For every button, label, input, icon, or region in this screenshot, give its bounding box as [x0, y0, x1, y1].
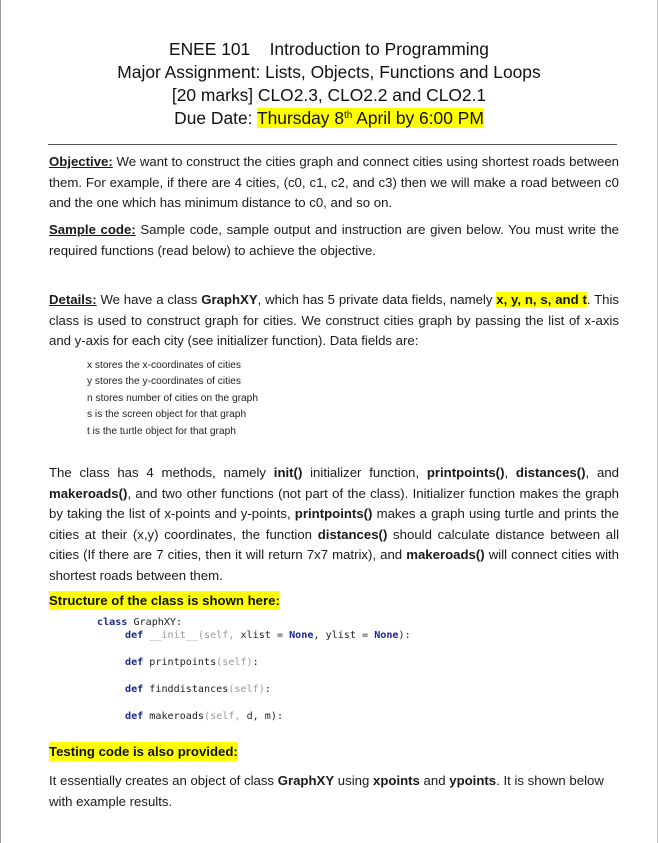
objective-text: We want to construct the cities graph and connect cities using shortest roads between them. For example, if there are 4 cities, (c0, c1, c2, and c3) then we will make a road between c0 and the one which has minimum distance to c0, and so on.	[49, 154, 619, 210]
methods-text-1: The class has 4 methods, namely	[49, 465, 274, 480]
field-y: y stores the y-coordinates of cities	[87, 376, 242, 388]
field-x: x stores the x-coordinates of cities	[87, 360, 242, 371]
testing-xpoints: xpoints	[373, 773, 420, 788]
due-day-suffix: th	[344, 110, 353, 121]
details-label: Details:	[49, 292, 97, 307]
init-ylist: , ylist =	[313, 630, 375, 641]
data-fields-list	[87, 358, 258, 440]
testing-text-1: It essentially creates an object of class	[49, 773, 278, 788]
objective-label: Objective:	[49, 154, 113, 169]
due-date-highlight	[257, 108, 484, 128]
init-self: (self,	[197, 630, 241, 641]
objective-paragraph	[49, 152, 619, 214]
init-name: __init__	[143, 630, 198, 641]
structure-heading: Structure of the class is shown here:	[49, 593, 280, 608]
method-init: init()	[273, 465, 303, 480]
printpoints-args: (self)	[216, 657, 253, 668]
methods-text-8: will connect cities with shortest roads between them.	[49, 547, 619, 583]
fields-list-highlight: x, y, n, s, and t	[496, 292, 587, 307]
keyword-def-printpoints: def	[125, 657, 144, 668]
methods-paragraph	[49, 463, 619, 586]
finddistances-args: (self)	[228, 684, 265, 695]
sample-code-paragraph	[49, 220, 619, 261]
class-name: GraphXY	[201, 292, 258, 307]
printpoints-name: printpoints	[143, 657, 217, 668]
due-date-line	[0, 107, 658, 130]
methods-text-2: initializer function,	[302, 465, 427, 480]
methods-text-6: makes a graph using turtle and prints the cities at their (x,y) coordinates, the function	[49, 506, 619, 542]
details-text-1: We have a class	[96, 292, 202, 307]
method-makeroads: makeroads()	[49, 485, 128, 501]
finddistances-name: finddistances	[143, 684, 229, 695]
init-end: ):	[398, 630, 411, 641]
method-distances-ref: distances()	[317, 526, 388, 542]
due-time: April by 6:00 PM	[352, 108, 484, 128]
code-line-printpoints	[125, 657, 259, 668]
testing-text-2: using	[334, 773, 373, 788]
testing-text-3: and	[419, 773, 450, 788]
keyword-def-init: def	[125, 630, 144, 641]
course-line	[0, 38, 658, 61]
field-s: s is the screen object for that graph	[87, 409, 247, 421]
due-label: Due Date:	[174, 108, 257, 128]
method-makeroads-ref: makeroads()	[406, 547, 485, 562]
makeroads-self: (self,	[204, 711, 247, 722]
finddistances-end: :	[264, 684, 271, 695]
method-distances: distances()	[515, 465, 586, 480]
method-printpoints-ref: printpoints()	[294, 506, 373, 521]
init-xlist: xlist =	[240, 630, 290, 641]
testing-paragraph	[49, 771, 619, 812]
methods-text-4: , and	[585, 465, 619, 480]
keyword-class: class	[97, 617, 128, 628]
methods-text-5: , and two other functions (not part of the class). Initializer function makes the graph by taking the list of x-points and y-points,	[49, 485, 619, 521]
document-header	[0, 38, 658, 130]
assignment-title: Major Assignment: Lists, Objects, Functions and Loops	[117, 62, 541, 82]
details-paragraph	[49, 290, 619, 352]
testing-text-4: . It is shown below with example results.	[49, 773, 604, 809]
makeroads-params: d, m):	[246, 711, 284, 722]
code-line-makeroads	[125, 711, 283, 722]
sample-code-text: Sample code, sample output and instruction are given below. You must write the required functions (read below) to achieve the objective.	[49, 222, 619, 258]
field-n: n stores number of cities on the graph	[87, 392, 259, 404]
marks-line: [20 marks] CLO2.3, CLO2.2 and CLO2.1	[171, 85, 487, 105]
code-line-class	[97, 617, 182, 628]
code-line-finddistances	[125, 684, 271, 695]
keyword-none-2: None	[374, 630, 399, 641]
course-code: ENEE 101	[169, 39, 251, 59]
course-title: Introduction to Programming	[269, 39, 489, 59]
keyword-def-finddistances: def	[125, 684, 144, 695]
class-declaration: GraphXY:	[127, 617, 183, 628]
testing-class-name: GraphXY	[277, 773, 335, 788]
header-divider	[48, 144, 617, 145]
method-printpoints: printpoints()	[426, 465, 505, 480]
printpoints-end: :	[252, 657, 259, 668]
testing-ypoints: ypoints	[449, 773, 497, 788]
due-day: Thursday 8	[257, 108, 344, 128]
methods-text-7: should calculate distance between all cities (If there are 7 cities, then it will return 7x7 matrix), and	[49, 526, 620, 562]
keyword-none-1: None	[289, 630, 314, 641]
code-line-init	[125, 630, 411, 641]
methods-text-3: ,	[504, 465, 516, 480]
testing-heading: Testing code is also provided:	[49, 744, 238, 759]
makeroads-name: makeroads	[143, 711, 205, 722]
details-text-3: . This class is used to construct graph for cities. We construct cities graph by passing the list of x-axis and y-axis for each city (see initializer function). Data fields are:	[49, 292, 619, 348]
details-text-2: , which has 5 private data fields, namely	[257, 292, 497, 307]
keyword-def-makeroads: def	[125, 711, 144, 722]
field-t: t is the turtle object for that graph	[87, 425, 236, 437]
sample-code-label: Sample code:	[49, 222, 136, 237]
